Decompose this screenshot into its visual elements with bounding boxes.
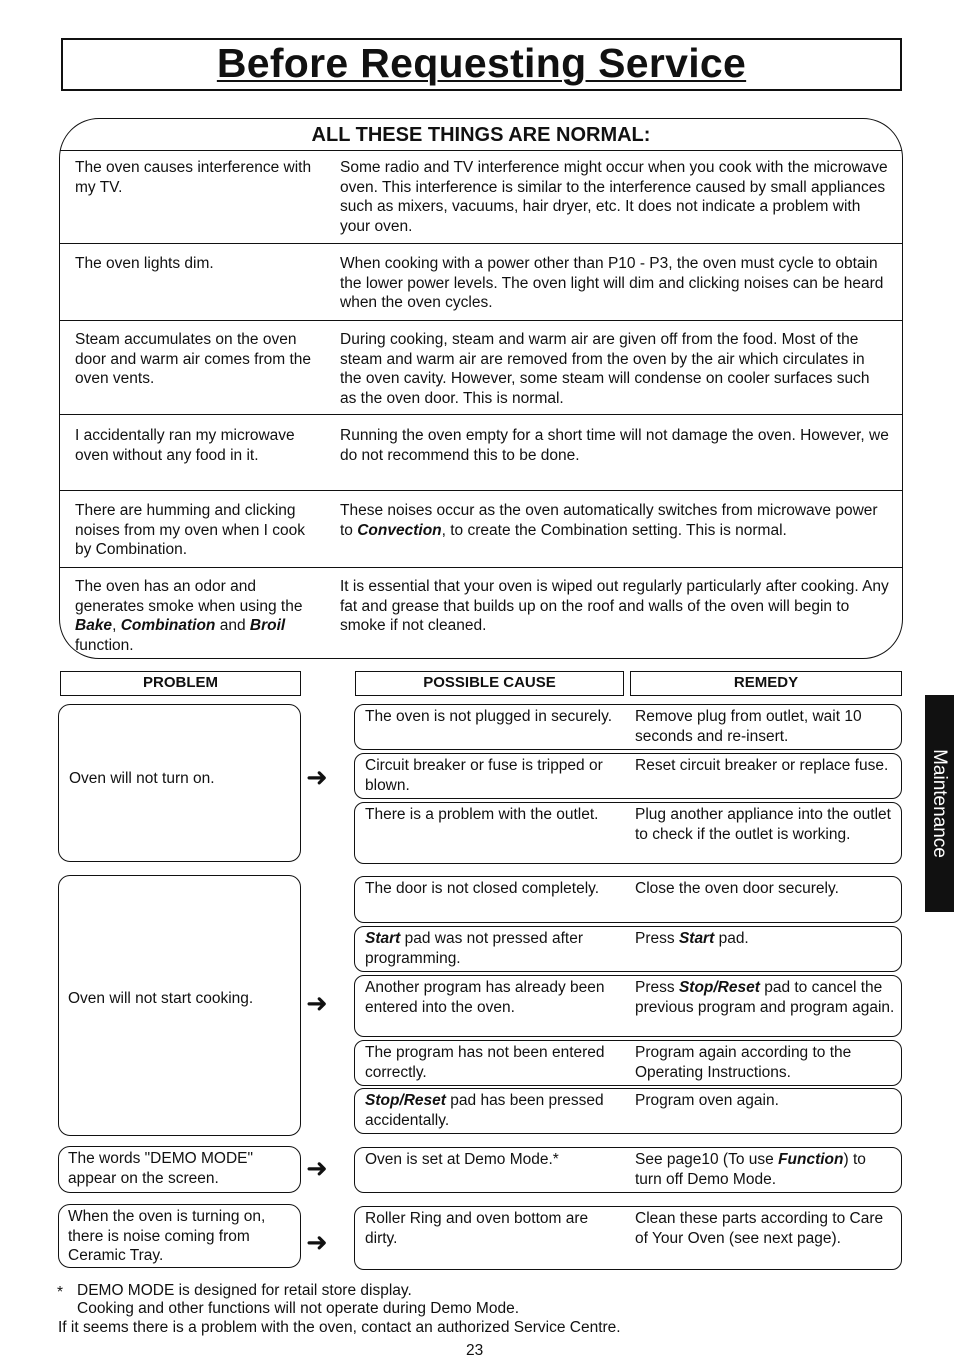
normal-issue: I accidentally ran my microwave oven without any food in it. — [75, 427, 295, 464]
cause-remedy-row — [354, 753, 902, 799]
remedy-text: Remove plug from outlet, wait 10 seconds and re-insert. — [635, 708, 862, 745]
normal-explanation: It is essential that your oven is wiped out regularly particularly after cooking. Any fat and grease that builds up on the roof and walls of the oven will begin to smoke if not cleaned. — [340, 578, 889, 634]
cause-remedy-row — [354, 802, 902, 864]
remedy-text: Program oven again. — [635, 1092, 779, 1109]
divider — [60, 490, 902, 491]
divider — [60, 567, 902, 568]
remedy-text: See page10 (To use Function) to turn off Demo Mode. — [635, 1151, 866, 1188]
service-note: If it seems there is a problem with the oven, contact an authorized Service Centre. — [58, 1319, 621, 1336]
footnote-line: DEMO MODE is designed for retail store display. — [77, 1282, 412, 1299]
problem-box — [58, 875, 301, 1136]
cause-text: Circuit breaker or fuse is tripped or blown. — [365, 757, 603, 794]
header-problem: PROBLEM — [60, 671, 301, 696]
cause-text: Roller Ring and oven bottom are dirty. — [365, 1210, 589, 1247]
remedy-text: Program again according to the Operating Instructions. — [635, 1044, 852, 1081]
remedy-text: Plug another appliance into the outlet to check if the outlet is working. — [635, 806, 891, 843]
normal-issue: The oven lights dim. — [75, 255, 214, 272]
arrow-right-icon: ➜ — [306, 988, 328, 1018]
cause-remedy-row — [354, 1088, 902, 1134]
remedy-text: Press Start pad. — [635, 930, 749, 947]
cause-text: The door is not closed completely. — [365, 880, 600, 897]
problem-box — [58, 704, 301, 862]
header-remedy: REMEDY — [630, 671, 902, 696]
cause-remedy-row — [354, 1147, 902, 1193]
normal-explanation: These noises occur as the oven automatically switches from microwave power to Convection, to create the Combination setting. This is normal. — [340, 502, 878, 539]
problem-text: When the oven is turning on, there is noise coming from Ceramic Tray. — [68, 1208, 266, 1264]
maintenance-side-tab — [925, 695, 954, 912]
normal-section-heading: ALL THESE THINGS ARE NORMAL: — [311, 124, 651, 146]
cause-text: The program has not been entered correctly. — [365, 1044, 605, 1081]
arrow-right-icon: ➜ — [306, 1227, 328, 1257]
problem-text: The words "DEMO MODE" appear on the screen. — [68, 1150, 253, 1187]
cause-text: Stop/Reset pad has been pressed accidentally. — [365, 1092, 604, 1129]
problem-text: Oven will not start cooking. — [68, 990, 254, 1007]
footnote-line: Cooking and other functions will not operate during Demo Mode. — [77, 1300, 520, 1317]
divider — [60, 150, 902, 151]
remedy-text: Reset circuit breaker or replace fuse. — [635, 757, 889, 774]
normal-issue: Steam accumulates on the oven door and warm air comes from the oven vents. — [75, 331, 312, 387]
divider — [60, 320, 902, 321]
side-tab-label: Maintenance — [929, 749, 950, 858]
page-title: Before Requesting Service — [216, 40, 747, 86]
remedy-text: Press Stop/Reset pad to cancel the previous program and program again. — [635, 979, 895, 1016]
normal-explanation: When cooking with a power other than P10 - P3, the oven must cycle to obtain the lower power levels. The oven light will dim and clicking noises can be heard when the oven cycles. — [340, 255, 884, 311]
cause-text: Start pad was not pressed after programming. — [365, 930, 583, 967]
cause-remedy-row — [354, 975, 902, 1037]
arrow-right-icon: ➜ — [306, 762, 328, 792]
cause-remedy-row — [354, 876, 902, 923]
normal-issue: There are humming and clicking noises from my oven when I cook by Combination. — [75, 502, 306, 558]
cause-text: Another program has already been entered into the oven. — [365, 979, 605, 1016]
divider — [60, 414, 902, 415]
cause-remedy-row — [354, 1040, 902, 1086]
remedy-text: Clean these parts according to Care of Your Oven (see next page). — [635, 1210, 884, 1247]
page-number: 23 — [466, 1342, 484, 1359]
remedy-text: Close the oven door securely. — [635, 880, 839, 897]
cause-text: The oven is not plugged in securely. — [365, 708, 613, 725]
cause-remedy-row — [354, 1206, 902, 1270]
cause-remedy-row — [354, 704, 902, 750]
cause-text: There is a problem with the outlet. — [365, 806, 599, 823]
cause-remedy-row — [354, 926, 902, 972]
normal-issue: The oven causes interference with my TV. — [75, 159, 312, 196]
arrow-right-icon: ➜ — [306, 1153, 328, 1183]
footnote-star: * — [57, 1284, 64, 1301]
normal-explanation: Running the oven empty for a short time will not damage the oven. However, we do not recommend this to be done. — [340, 427, 889, 464]
normal-explanation: During cooking, steam and warm air are given off from the food. Most of the steam and warm air are removed from the oven by the air which circulates in the oven cavity. However, some steam will condense on cooler surfaces such as the oven door. This is normal. — [340, 331, 870, 407]
problem-box — [58, 1204, 301, 1268]
normal-issue: The oven has an odor and generates smoke when using the Bake, Combination and Broil function. — [75, 578, 303, 654]
normal-explanation: Some radio and TV interference might occur when you cook with the microwave oven. This interference is similar to the interference caused by small appliances such as mixers, vacuums, hair dryer, etc. It does not indicate a problem with your oven. — [340, 159, 888, 235]
cause-text: Oven is set at Demo Mode.* — [365, 1151, 559, 1168]
problem-text: Oven will not turn on. — [69, 770, 215, 787]
header-possible-cause: POSSIBLE CAUSE — [355, 671, 624, 696]
divider — [60, 243, 902, 244]
problem-box — [58, 1146, 301, 1193]
